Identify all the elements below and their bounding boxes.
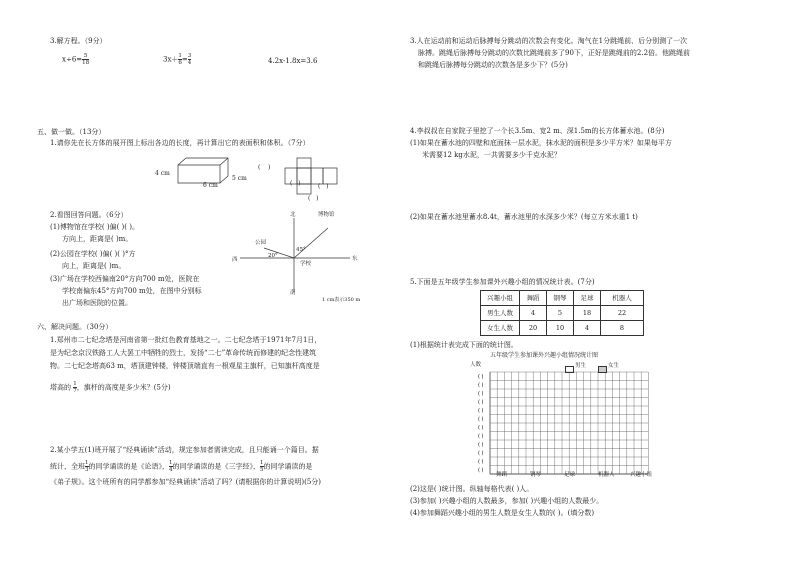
sec5-q2-1: (1)博物馆在学校( )偏( )( )。	[50, 223, 139, 231]
table-cell: 4	[520, 306, 547, 321]
sec5-q2-2: (2)公园在学校( )偏( )( )°方	[50, 250, 136, 258]
cuboid-width-label: 6 cm	[203, 182, 218, 189]
table-cell: 5	[547, 306, 574, 321]
legend-boy-label: 男生	[575, 363, 587, 369]
map-45-label: 45°	[296, 247, 306, 253]
sec6-q1-line1: 1.郑州市二七纪念塔是河南省第一批红色教育基地之一。二七纪念塔于1971年7月1日，	[50, 336, 322, 344]
table-header: 舞蹈	[520, 291, 547, 306]
y-tick-blank: ( )	[478, 416, 484, 423]
table-cell: 18	[574, 306, 601, 321]
table-header: 兴趣小组	[481, 291, 520, 306]
y-tick-blank: ( )	[478, 374, 484, 380]
sec5-q2-1b: 方向上，距离是( )m。	[62, 235, 133, 243]
map-park-label: 公园	[255, 240, 267, 246]
x-tick-label: 钢琴	[530, 472, 542, 478]
map-west-label: 西	[232, 257, 238, 263]
sec6-q1-line4: 塔高的 $\frac{1}{7}$ ，旗杆的高度是多少米？(5分)	[50, 381, 171, 394]
sec5-q2-3c: 出广场和医院的位置。	[62, 299, 132, 307]
cuboid-height-label: 5 cm	[232, 175, 247, 182]
table-header: 钢琴	[547, 291, 574, 306]
section5-title: 五、做一做。（13分）	[37, 128, 106, 136]
y-tick-blank: ( )	[478, 467, 484, 474]
y-tick-blank: ( )	[478, 408, 484, 414]
equation-3: 4.2x-1.8x=3.6	[268, 57, 318, 65]
equation-2: 3x＋ $\frac{1}{6}$ = $\frac{3}{4}$	[163, 53, 192, 66]
r-q3-line1: 3.人在运动前和运动后脉搏每分跳动的次数会有变化。淘气在1分跳绳前、后分别测了一次	[410, 37, 688, 45]
sec6-q1-line2: 是为纪念京汉铁路工人大罢工中牺牲的烈士，发扬“二七”革命传统而修建的纪念性建筑	[50, 349, 317, 357]
r-q5-3: (3)参加( )兴趣小组的人数最多，参加( )兴趣小组的人数最少。	[410, 497, 604, 505]
legend-boy-swatch	[565, 366, 574, 373]
r-q4-1a: (1)如果在蓄水池的四壁和底面抹一层水泥，抹水泥的面积是多少平方米？如果每平方	[410, 139, 672, 147]
q3-title: 3.解方程。（9分）	[50, 37, 107, 45]
cuboid-length-label: 4 cm	[155, 170, 170, 177]
table-cell: 8	[601, 321, 644, 336]
sec6-q2-line2: 统计，全班 $\frac{1}{3}$ 的同学诵读的是《论语》， $\frac{1}{4}$ 的同学诵读的是《三字经》， $\frac{1}{5}$ 的同学诵读的是	[50, 460, 313, 473]
sec6-q2-line3: 《弟子规》。这个班所有的同学都参加“经典诵读”活动了吗？(请根据你的计算说明)(5分)	[50, 478, 322, 486]
table-cell: 4	[574, 321, 601, 336]
y-tick-blank: ( )	[478, 382, 484, 389]
legend-girl-swatch	[598, 366, 607, 373]
cuboid-net-figure	[275, 155, 350, 200]
r-q4: 4.李叔叔在自家院子里挖了一个长3.5m、宽2 m、深1.5m的长方体蓄水池。(8分)	[410, 127, 665, 135]
table-row	[481, 321, 644, 336]
chart-title: 五年级学生参加课外兴趣小组情况统计图	[490, 352, 599, 359]
section6-title: 六、解决问题。（30分）	[37, 323, 113, 331]
blank-bar-chart-grid	[470, 360, 670, 485]
y-tick-blank: ( )	[478, 433, 484, 440]
x-axis-label: 兴趣小组	[630, 472, 653, 478]
r-q4-2: (2)如果在蓄水池里蓄水8.4t，蓄水池里的水深多少米？(每立方米水重1 t)	[410, 213, 638, 221]
x-tick-label: 足球	[564, 472, 576, 478]
table-cell: 10	[547, 321, 574, 336]
table-cell: 男生人数	[481, 306, 520, 321]
map-east-label: 东	[352, 256, 358, 262]
table-cell: 22	[601, 306, 644, 321]
r-q5: 5.下面是五年级学生参加课外兴趣小组的情况统计表。(7分)	[410, 278, 595, 286]
x-tick-label: 机器人	[598, 472, 615, 478]
map-20-label: 20°	[268, 253, 278, 259]
table-cell: 女生人数	[481, 321, 520, 336]
y-tick-blank: ( )	[478, 391, 484, 397]
table-row	[481, 306, 644, 321]
map-museum-label: 博物馆	[318, 212, 335, 218]
sec6-q1-line3: 物。二七纪念塔高63 m，塔顶建钟楼，钟楼顶端直有一根观星主旗杆，已知旗杆高度是	[50, 362, 320, 370]
x-tick-label: 舞蹈	[496, 472, 508, 478]
r-q5-4: (4)参加舞蹈兴趣小组的男生人数是女生人数的( )。(填分数)	[410, 509, 595, 517]
map-north-label: 北	[290, 212, 296, 218]
sec6-q2-line1: 2.某小学五(1)班开展了“经典诵读”活动，规定参加者需读完成，且只能诵一个篇目。据	[50, 446, 319, 454]
r-q4-1b: 米需要12 kg水泥，一共需要多少千克水泥？	[422, 151, 561, 159]
sec5-q1: 1.请你先在长方体的展开图上标出各边的长度，再计算出它的表面积和体积。（7分）	[50, 139, 310, 147]
interest-group-table	[480, 290, 644, 336]
y-tick-blank: ( )	[478, 459, 484, 465]
y-tick-blank: ( )	[478, 425, 484, 431]
y-tick-blank: ( )	[478, 442, 484, 448]
r-q5-2: (2)这是( )统计图。纵轴每格代表( )人。	[410, 485, 534, 493]
chart-ylabel: 人数	[470, 362, 482, 368]
y-tick-blank: ( )	[478, 450, 484, 457]
y-tick-blank: ( )	[478, 399, 484, 406]
equation-1: x÷6= $\frac{5}{18}$	[62, 53, 90, 66]
sec5-q2-3: (3)广场在学校西偏南20°方向700 m处，医院在	[50, 275, 200, 283]
legend-girl-label: 女生	[608, 363, 620, 369]
sec5-q2: 2.看图回答问题。（6分）	[50, 211, 128, 219]
table-header: 足球	[574, 291, 601, 306]
sec5-q2-3b: 学校南偏东45°方向700 m处，在图中分别标	[62, 287, 202, 295]
table-cell: 20	[520, 321, 547, 336]
map-school-label: 学校	[300, 261, 312, 267]
r-q5-1: (1)根据统计表完成下面的统计图。	[410, 341, 518, 349]
map-south-label: 南	[290, 290, 296, 296]
r-q3-line3: 和跳绳后脉搏每分跳动的次数各是多少下？(5分)	[418, 61, 568, 69]
sec5-q2-2b: 向上，距离是( )m。	[62, 262, 126, 270]
map-scale-label: 1 cm表示350 m	[322, 297, 361, 303]
table-header: 机器人	[601, 291, 644, 306]
r-q3-line2: 脉搏。跳绳后脉搏每分跳动的次数比跳绳前多了90下，正好是跳绳前的2.2倍。他跳绳前	[418, 49, 691, 57]
